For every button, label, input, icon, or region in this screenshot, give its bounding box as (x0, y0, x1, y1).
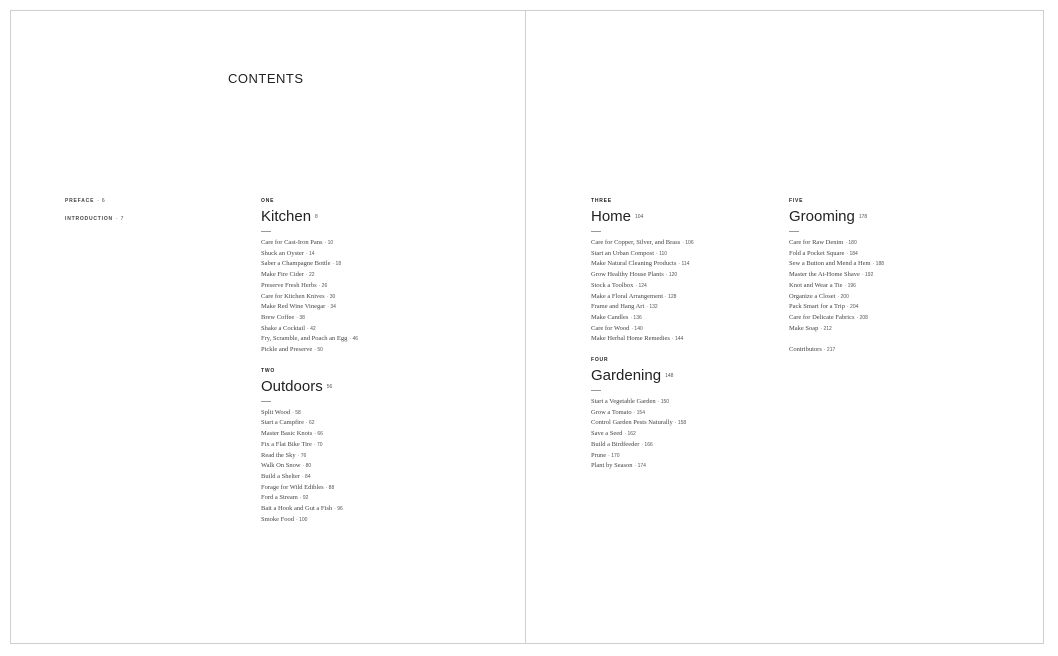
toc-entry (591, 324, 791, 335)
toc-entry-title: Fold a Pocket Square (789, 249, 845, 257)
section-heading (789, 208, 989, 225)
toc-entry-page: · 192 (861, 272, 874, 279)
toc-entry-page: · 204 (846, 304, 859, 311)
toc-entry-page: · 42 (307, 325, 316, 332)
section-page: 8 (315, 214, 318, 221)
toc-entry-page: · 174 (634, 463, 646, 470)
section-page: 178 (858, 214, 868, 221)
section-items (789, 238, 989, 334)
toc-entry-title: Walk On Snow (261, 462, 301, 470)
toc-entry (591, 249, 791, 260)
toc-entry (261, 515, 461, 526)
toc-entry (789, 313, 989, 324)
section-items (261, 238, 461, 356)
toc-entry-title: Knot and Wear a Tie (789, 281, 843, 289)
toc-entry-title: Care for Cast-Iron Pans (261, 239, 323, 246)
toc-entry-title: Care for Kitchen Knives (261, 292, 325, 300)
section-rule (261, 401, 271, 402)
toc-entry-page: · 128 (665, 293, 677, 300)
toc-entry (591, 451, 791, 462)
toc-entry-page: · 58 (292, 409, 301, 416)
toc-entry-title: Pack Smart for a Trip (789, 303, 845, 311)
toc-entry (261, 334, 461, 345)
toc-entry (591, 461, 791, 472)
toc-entry-title: Shuck an Oyster (261, 249, 304, 257)
toc-entry (591, 259, 791, 270)
page-gutter (525, 11, 526, 643)
toc-entry-page: · 30 (326, 293, 336, 300)
toc-entry (789, 281, 989, 292)
toc-entry-page: · 154 (633, 409, 645, 416)
front-matter-item (65, 198, 124, 204)
section-heading (591, 367, 791, 384)
section-heading (591, 208, 791, 225)
front-matter-page: · 7 (115, 216, 125, 222)
toc-entry-page: · 26 (318, 282, 328, 289)
toc-entry-title: Smoke Food (261, 515, 295, 523)
toc-entry-page: · 96 (334, 506, 343, 513)
toc-entry-title: Sew a Button and Mend a Hem (789, 260, 871, 268)
toc-entry-page: · 84 (302, 473, 311, 480)
toc-entry-page: · 158 (674, 420, 687, 427)
front-matter (65, 198, 124, 234)
toc-entry-page: · 92 (299, 495, 309, 502)
toc-entry-title: Organize a Closet (789, 292, 836, 300)
toc-entry-page: · 124 (635, 282, 647, 289)
section-heading (261, 378, 461, 395)
section-number: FOUR (591, 357, 609, 364)
toc-entry-title: Start an Urban Compost (591, 249, 655, 257)
section-title: Home (591, 208, 632, 225)
toc-entry-title: Care for Copper, Silver, and Brass (591, 239, 681, 246)
toc-entry-title: Care for Wood (591, 324, 630, 332)
toc-entry-page: · 46 (349, 336, 359, 343)
toc-entry (591, 313, 791, 324)
toc-entry (591, 270, 791, 281)
toc-entry-title: Plant by Season (591, 462, 633, 470)
toc-entry-page: · 76 (297, 452, 307, 459)
toc-section (591, 198, 791, 345)
toc-entry-title: Forage for Wild Edibles (261, 483, 324, 491)
toc-entry (261, 345, 461, 356)
toc-entry-page: · 70 (313, 441, 323, 448)
toc-column-right (789, 198, 989, 353)
section-items (591, 397, 791, 472)
book-spread (10, 10, 1044, 644)
toc-entry-title: Make a Floral Arrangement (591, 292, 664, 300)
toc-entry-page: · 120 (665, 272, 678, 279)
toc-entry-page: · 66 (314, 431, 323, 438)
toc-entry (591, 429, 791, 440)
toc-entry-page: · 10 (324, 240, 334, 246)
toc-entry (261, 408, 461, 419)
toc-entry-title: Grow Healthy House Plants (591, 271, 664, 279)
toc-entry-page: · 184 (846, 250, 858, 257)
toc-entry (261, 504, 461, 515)
toc-entry-page: · 114 (678, 261, 690, 268)
toc-entry-page: · 62 (305, 420, 315, 427)
toc-entry-page: · 180 (845, 240, 857, 246)
toc-entry (261, 461, 461, 472)
toc-section (591, 357, 791, 472)
section-rule (591, 231, 601, 232)
toc-entry (789, 324, 989, 335)
toc-entry-title: Make Soap (789, 324, 819, 332)
toc-entry-title: Read the Sky (261, 451, 296, 459)
toc-entry-page: · 150 (657, 399, 670, 406)
contributors-label: Contributors (789, 346, 822, 354)
section-rule (261, 231, 271, 232)
contributors-entry (789, 346, 989, 353)
toc-entry-page: · 100 (296, 516, 308, 523)
toc-entry-page: · 22 (305, 272, 315, 279)
toc-entry-page: · 88 (325, 484, 335, 491)
section-title: Grooming (789, 208, 855, 225)
toc-entry-title: Saber a Champagne Bottle (261, 260, 331, 268)
toc-entry-page: · 18 (332, 261, 342, 268)
toc-entry-title: Master the At-Home Shave (789, 271, 860, 279)
toc-entry (261, 483, 461, 494)
toc-entry-page: · 162 (624, 431, 636, 438)
toc-entry-title: Preserve Fresh Herbs (261, 281, 317, 289)
toc-entry-title: Care for Raw Denim (789, 239, 844, 246)
toc-entry-page: · 132 (646, 304, 658, 311)
toc-entry (261, 440, 461, 451)
toc-entry-page: · 212 (820, 325, 832, 332)
toc-entry (789, 270, 989, 281)
toc-entry-title: Stock a Toolbox (591, 281, 634, 289)
toc-entry-title: Make Red Wine Vinegar (261, 303, 326, 311)
section-rule (789, 231, 799, 232)
section-items (261, 408, 461, 526)
toc-entry-title: Ford a Stream (261, 494, 298, 502)
toc-entry (591, 238, 791, 249)
toc-entry (261, 313, 461, 324)
toc-column-middle (591, 198, 791, 484)
toc-entry-page: · 196 (844, 282, 856, 289)
toc-entry (591, 281, 791, 292)
front-matter-label: INTRODUCTION (65, 216, 113, 222)
toc-entry (261, 292, 461, 303)
toc-entry-title: Fix a Flat Bike Tire (261, 440, 312, 448)
toc-entry-title: Make Natural Cleaning Products (591, 260, 677, 268)
section-page: 148 (665, 373, 674, 380)
toc-entry-page: · 166 (641, 441, 653, 448)
section-page: 104 (635, 214, 644, 221)
section-page: 56 (326, 383, 333, 390)
section-number: FIVE (789, 198, 804, 204)
toc-entry-title: Make Herbal Home Remedies (591, 335, 670, 343)
toc-entry-page: · 14 (305, 250, 315, 257)
toc-section (261, 198, 461, 356)
toc-entry (789, 292, 989, 303)
front-matter-item (65, 216, 124, 222)
toc-entry-page: · 208 (856, 314, 868, 321)
toc-entry-title: Brew Coffee (261, 313, 295, 321)
toc-entry (789, 249, 989, 260)
toc-entry-page: · 80 (302, 463, 312, 470)
section-items (591, 238, 791, 345)
toc-entry-page: · 140 (631, 325, 643, 332)
contributors-page: · 217 (823, 347, 836, 354)
toc-entry (591, 397, 791, 408)
page-title: CONTENTS (228, 71, 304, 86)
toc-entry-title: Grow a Tomato (591, 408, 632, 416)
toc-entry (261, 302, 461, 313)
toc-entry-page: · 38 (296, 314, 305, 321)
toc-entry-title: Make Candles (591, 313, 629, 321)
toc-entry-title: Control Garden Pests Naturally (591, 419, 673, 427)
section-title: Gardening (591, 367, 662, 385)
section-rule (591, 390, 601, 391)
toc-entry-title: Build a Shelter (261, 472, 300, 480)
section-number: ONE (261, 198, 275, 204)
toc-entry-title: Master Basic Knots (261, 430, 313, 438)
section-title: Kitchen (261, 208, 312, 225)
toc-entry-title: Make Fire Cider (261, 271, 304, 279)
toc-entry-title: Prune (591, 451, 607, 459)
toc-entry (591, 440, 791, 451)
toc-entry (789, 238, 989, 249)
toc-entry-title: Shake a Cocktail (261, 324, 306, 332)
toc-entry (591, 418, 791, 429)
toc-entry-title: Pickle and Preserve (261, 346, 313, 354)
toc-entry (261, 418, 461, 429)
toc-entry (591, 408, 791, 419)
toc-entry-page: · 50 (314, 347, 323, 354)
toc-entry-title: Start a Campfire (261, 419, 304, 427)
toc-entry-page: · 144 (671, 336, 684, 343)
toc-entry-title: Fry, Scramble, and Poach an Egg (261, 335, 348, 343)
toc-entry (591, 302, 791, 313)
front-matter-page: · 6 (97, 198, 106, 204)
toc-entry-page: · 188 (872, 261, 885, 268)
toc-entry (261, 493, 461, 504)
toc-entry (591, 334, 791, 345)
toc-entry (261, 270, 461, 281)
toc-entry-page: · 106 (682, 240, 694, 246)
toc-entry (261, 451, 461, 462)
toc-entry-title: Save a Seed (591, 430, 623, 438)
toc-entry-page: · 200 (837, 293, 849, 300)
toc-entry-title: Bait a Hook and Gut a Fish (261, 505, 333, 513)
section-number: TWO (261, 367, 276, 374)
toc-entry (591, 292, 791, 303)
toc-entry (789, 302, 989, 313)
toc-entry-title: Split Wood (261, 408, 291, 416)
toc-entry (261, 324, 461, 335)
toc-entry (261, 259, 461, 270)
toc-entry-page: · 136 (630, 314, 642, 321)
toc-entry (261, 429, 461, 440)
toc-entry-page: · 170 (608, 452, 620, 459)
toc-section (261, 368, 461, 526)
section-number: THREE (591, 198, 612, 204)
front-matter-label: PREFACE (65, 198, 95, 204)
toc-entry (261, 472, 461, 483)
toc-entry-page: · 110 (656, 250, 668, 257)
toc-entry-title: Start a Vegetable Garden (591, 398, 656, 406)
toc-column-left (261, 198, 461, 537)
toc-entry (261, 249, 461, 260)
toc-entry-title: Care for Delicate Fabrics (789, 313, 855, 321)
toc-entry-title: Frame and Hang Art (591, 303, 645, 311)
toc-entry (261, 281, 461, 292)
toc-entry (261, 238, 461, 249)
section-title: Outdoors (261, 377, 323, 395)
toc-section (789, 198, 989, 334)
section-heading (261, 208, 461, 225)
toc-entry (789, 259, 989, 270)
toc-entry-page: · 34 (327, 304, 336, 311)
toc-entry-title: Build a Birdfeeder (591, 440, 640, 448)
